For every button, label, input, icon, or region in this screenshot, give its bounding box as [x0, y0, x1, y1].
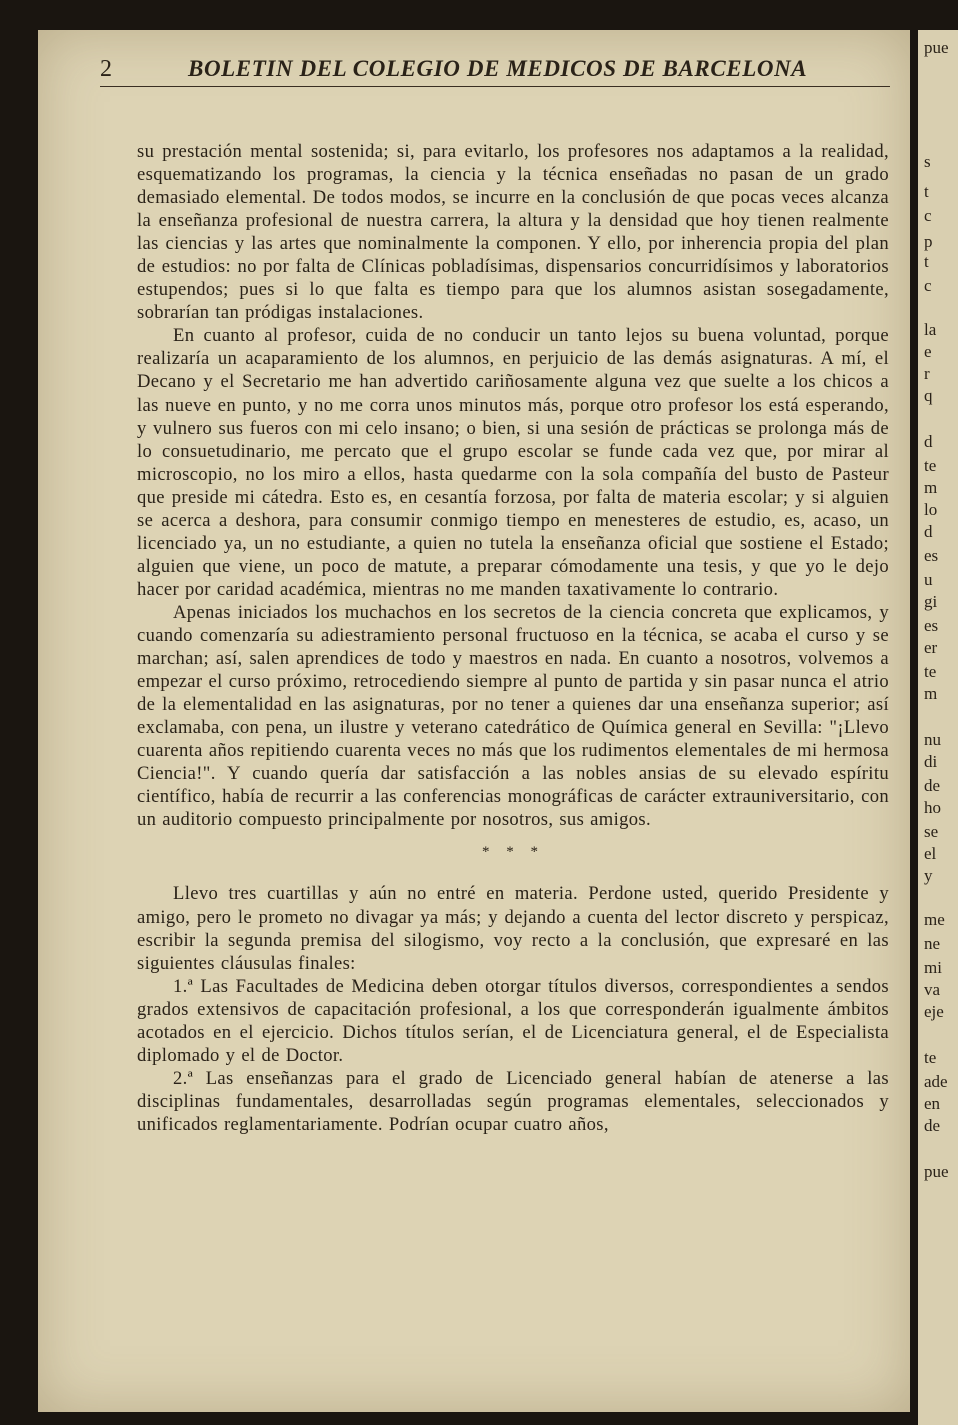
- adjacent-page-fragment: nu: [924, 730, 941, 749]
- adjacent-page-fragment: m: [924, 478, 938, 497]
- adjacent-page-fragment: pue: [924, 1162, 949, 1181]
- adjacent-page-fragment: de: [924, 776, 941, 795]
- adjacent-page-fragment: el: [924, 844, 937, 863]
- adjacent-page-fragment: u: [924, 570, 933, 589]
- adjacent-page-fragment: p: [924, 232, 933, 251]
- running-title: BOLETIN DEL COLEGIO DE MEDICOS DE BARCELONA: [188, 56, 808, 81]
- adjacent-page-fragment: r: [924, 364, 930, 383]
- adjacent-page-fragment: d: [924, 432, 933, 451]
- adjacent-page-fragment: te: [924, 1048, 937, 1067]
- adjacent-page-fragment: de: [924, 1116, 941, 1135]
- adjacent-page-fragment: t: [924, 252, 929, 271]
- numbered-clause: 2.ª Las enseñanzas para el grado de Licenciado general habían de atenerse a las disciplinas fundamentales, desarrolladas según programas elementales, seleccionados y unificados reglamentariamente. Podrían ocupar cuatro años,: [137, 1067, 889, 1135]
- adjacent-page-fragment: te: [924, 456, 937, 475]
- adjacent-page-fragment: me: [924, 910, 945, 929]
- adjacent-page-fragment: t: [924, 182, 929, 201]
- adjacent-page-fragment: es: [924, 616, 939, 635]
- adjacent-page-fragment: m: [924, 684, 938, 703]
- running-header: [100, 56, 890, 87]
- adjacent-page-fragment: va: [924, 980, 941, 999]
- adjacent-page-fragment: s: [924, 152, 931, 171]
- paragraph: Llevo tres cuartillas y aún no entré en materia. Perdone usted, querido Presidente y amigo, pero le prometo no divagar ya más; y dejando a cuenta del lector discreto y perspicaz, escribir la segunda premisa del silogismo, voy recto a la conclusión, que expresaré en las siguientes cláusulas finales:: [137, 883, 889, 974]
- adjacent-page-fragment: se: [924, 822, 939, 841]
- article-body: [137, 140, 889, 1136]
- adjacent-page-fragment: eje: [924, 1002, 944, 1021]
- adjacent-page-fragment: lo: [924, 500, 938, 519]
- adjacent-page-fragment: e: [924, 342, 932, 361]
- adjacent-page-fragment: c: [924, 206, 932, 225]
- adjacent-page-fragment: ne: [924, 934, 941, 953]
- section-separator: * * *: [482, 844, 544, 861]
- adjacent-page-fragment: la: [924, 320, 937, 339]
- paragraph: Apenas iniciados los muchachos en los secretos de la ciencia concreta que explicamos, y cuando comenzaría su adiestramiento personal fructuoso en la técnica, se acaba el curso y se marchan; así, salen aprendices de todo y maestros en nada. En cuanto a nosotros, volvemos a empezar el curso próximo, retrocediendo siempre al punto de partida y sin pasar nunca el atrio de la elementalidad en las asignaturas, por no tener a quienes dar una enseñanza superior; así exclamaba, con pena, un ilustre y veterano catedrático de Química general en Sevilla: "¡Llevo cuarenta años repitiendo cuarenta veces no más que los rudimentos elementales de mi hermosa Ciencia!". Y cuando quería dar satisfacción a las nobles ansias de su elevado espíritu científico, había de recurrir a las conferencias monográficas de carácter extrauniversitario, con un auditorio compuesto principalmente por nosotros, sus amigos.: [137, 601, 889, 831]
- paragraph: En cuanto al profesor, cuida de no conducir un tanto lejos su buena voluntad, porque realizaría un acaparamiento de los alumnos, en perjuicio de las demás asignaturas. A mí, el Decano y el Secretario me han advertido cariñosamente alguna vez que suelte a los chicos a las nueve en punto, y no me corra unos minutos más, porque otro profesor los está esperando, y vulnero sus fueros con mi celo insano; o bien, si una sesión de prácticas se prolonga más de lo consuetudinario, me percato que el grupo escolar se funde cada vez que, por mirar al microscopio, no los miro a ellos, hasta quedarme con la sola compañía del busto de Pasteur que preside mi cátedra. Esto es, en cesantía forzosa, por falta de materia escolar; y si alguien se acerca a deshora, para consumir conmigo tiempo en menesteres de estudio, es, acaso, un licenciado ya, un no estudiante, a quien no tutela la enseñanza oficial que sostiene el Estado; alguien que viene, un poco de matute, a preparar cómodamente una tesis, y que yo le dejo hacer por caridad académica, mientras no me manden taxativamente lo contrario.: [137, 325, 889, 600]
- adjacent-page-fragment: en: [924, 1094, 941, 1113]
- adjacent-page-fragment: ho: [924, 798, 941, 817]
- adjacent-page-fragment: er: [924, 638, 938, 657]
- adjacent-page-edge: [918, 30, 958, 1425]
- numbered-clause: 1.ª Las Facultades de Medicina deben otorgar títulos diversos, correspondientes a sendos grados extensivos de capacitación profesional, a los que corresponderán igualmente ámbitos acotados en el ejercicio. Dichos títulos serían, el de Licenciatura general, el de Especialista diplomado y el de Doctor.: [137, 975, 889, 1066]
- adjacent-page-fragment: c: [924, 276, 932, 295]
- adjacent-page-fragment: q: [924, 386, 933, 405]
- adjacent-page-fragment: gi: [924, 592, 938, 611]
- adjacent-page-fragment: y: [924, 866, 933, 885]
- adjacent-page-fragment: ade: [924, 1072, 948, 1091]
- adjacent-page-fragment: di: [924, 752, 938, 771]
- adjacent-page-fragment: d: [924, 522, 933, 541]
- adjacent-page-fragment: mi: [924, 958, 942, 977]
- adjacent-page-fragment: es: [924, 546, 939, 565]
- adjacent-page-fragment: pue: [924, 38, 949, 57]
- paragraph: su prestación mental sostenida; si, para evitarlo, los profesores nos adaptamos a la realidad, esquematizando los programas, la ciencia y la técnica enseñadas no pasan de un grado demasiado elemental. De todos modos, se incurre en la conclusión de que pocas veces alcanza la enseñanza profesional de nuestra carrera, la altura y la densidad que hoy tienen realmente las ciencias y las artes que nominalmente la componen. Y ello, por inherencia propia del plan de estudios: no por falta de Clínicas pobladísimas, dispensarios concurridísimos y laboratorios estupendos; pues si lo que falta es tiempo para que los alumnos asistan sosegadamente, sobrarían tan pródigas instalaciones.: [137, 141, 889, 324]
- adjacent-page-fragment: te: [924, 662, 937, 681]
- page-number: 2: [100, 56, 112, 82]
